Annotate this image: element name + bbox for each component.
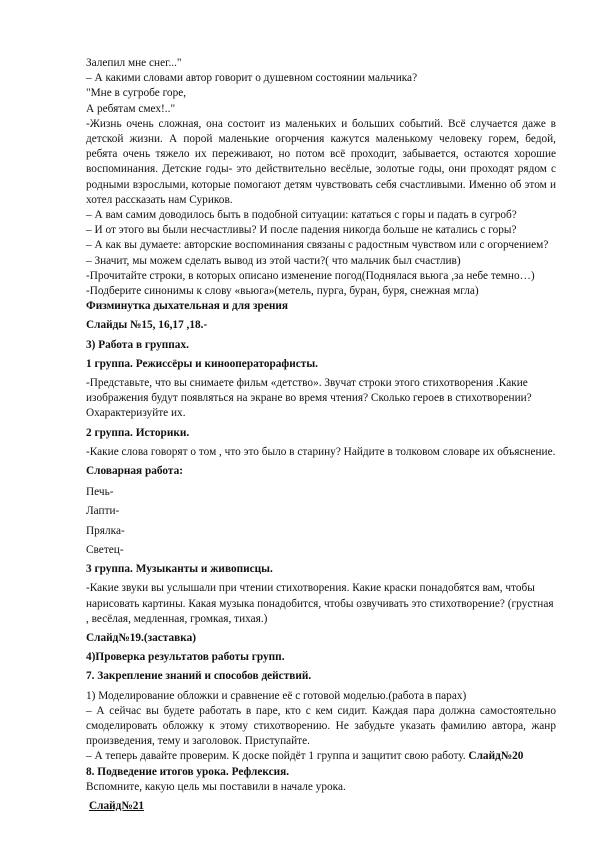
question-line: – Значит, мы можем сделать вывод из этой части?( что мальчик был счастлив) xyxy=(86,254,461,267)
task-paragraph: -Прочитайте строки, в которых описано изменение погод(Поднялася вьюга ,за небе темно…) xyxy=(86,269,535,282)
section-heading: 4)Проверка результатов работы групп. xyxy=(86,651,285,664)
question-line: – И от этого вы были несчастливы? И после падения никогда больше не катались с горы? xyxy=(86,224,517,237)
task-paragraph: -Какие слова говорят о том , что это было в старину? Найдите в толковом словаре их объяснение. xyxy=(86,445,556,458)
task-line xyxy=(86,749,556,764)
task-text: – А теперь давайте проверим. К доске пойдёт 1 группа и защитит свою работу. xyxy=(86,750,469,763)
vocabulary-word: Печь- xyxy=(86,486,114,499)
task-line: 1) Моделирование обложки и сравнение её с готовой моделью.(работа в парах) xyxy=(86,689,467,702)
section-heading: 7. Закрепление знаний и способов действий. xyxy=(86,670,312,683)
vocabulary-heading: Словарная работа: xyxy=(86,465,184,478)
task-paragraph: -Представьте, что вы снимаете фильм «детство». Звучат строки этого стихотворения .Какие изображения будут появляться на экране во время чтения? Сколько героев в стихотворении? Охарактеризуйте их. xyxy=(86,377,532,420)
task-paragraph: – А сейчас вы будете работать в паре, кто с кем сидит. Каждая пара должна самостоятельно смоделировать обложку к этому стихотворению. Не забудьте указать фамилию автора, жанр произведения, тему и заголовок. Приступайте. xyxy=(86,704,556,748)
question-line: – А вам самим доводилось быть в подобной ситуации: кататься с горы и падать в сугроб? xyxy=(86,209,517,222)
slide-reference: Слайды №15, 16,17 ,18.- xyxy=(86,319,208,332)
question-line: – А какими словами автор говорит о душевном состоянии мальчика? xyxy=(86,72,418,85)
group-heading: 2 группа. Историки. xyxy=(86,426,190,439)
vocabulary-word: Светец- xyxy=(86,543,124,556)
text-line: Вспомните, какую цель мы поставили в начале урока. xyxy=(86,780,346,793)
slide-reference: Слайд№20 xyxy=(468,750,524,763)
vocabulary-word: Лапти- xyxy=(86,505,120,518)
task-line: -Подберите синонимы к слову «вьюга»(метель, пурга, буран, буря, снежная мгла) xyxy=(86,285,479,298)
paragraph: -Жизнь очень сложная, она состоит из маленьких и больших событий. Всё случается даже в детской жизни. А порой маленькие огорчения кажутся маленькому человеку горем, бедой, ребята очень тяжело их переживают, но потом всё проходит, забывается, остаются хорошие воспоминания. Детские годы- это действительно весёлые, золотые годы, они проходят рядом с родными взрослыми, которые помогают детям чувствовать себя счастливыми. Именно об этом и хотел рассказать нам Суриков. xyxy=(86,117,556,206)
section-heading: 8. Подведение итогов урока. Рефлексия. xyxy=(86,765,290,778)
group-heading: 1 группа. Режиссёры и кинооператорафисты. xyxy=(86,357,318,370)
text-line: Залепил мне снег..." xyxy=(86,57,182,69)
quote-line: "Мне в сугробе горе, xyxy=(86,87,187,100)
slide-reference: Слайд№21 xyxy=(89,799,145,812)
quote-line: А ребятам смех!.." xyxy=(86,102,176,115)
question-paragraph: – А как вы думаете: авторские воспоминания связаны с радостным чувством или с огорчением? xyxy=(86,239,549,252)
slide-reference: Слайд№19.(заставка) xyxy=(86,631,196,644)
task-paragraph: -Какие звуки вы услышали при чтении стихотворения. Какие краски понадобятся вам, чтобы нарисовать картины. Какая музыка понадобится, чтобы озвучивать это стихотворение? (грустная , весёлая, медленная, громкая, тихая.) xyxy=(86,582,554,625)
vocabulary-word: Прялка- xyxy=(86,524,125,537)
section-heading: Физминутка дыхательная и для зрения xyxy=(86,300,288,313)
document-page xyxy=(86,56,556,814)
group-heading: 3 группа. Музыканты и живописцы. xyxy=(86,563,273,576)
section-heading: 3) Работа в группах. xyxy=(86,338,189,351)
